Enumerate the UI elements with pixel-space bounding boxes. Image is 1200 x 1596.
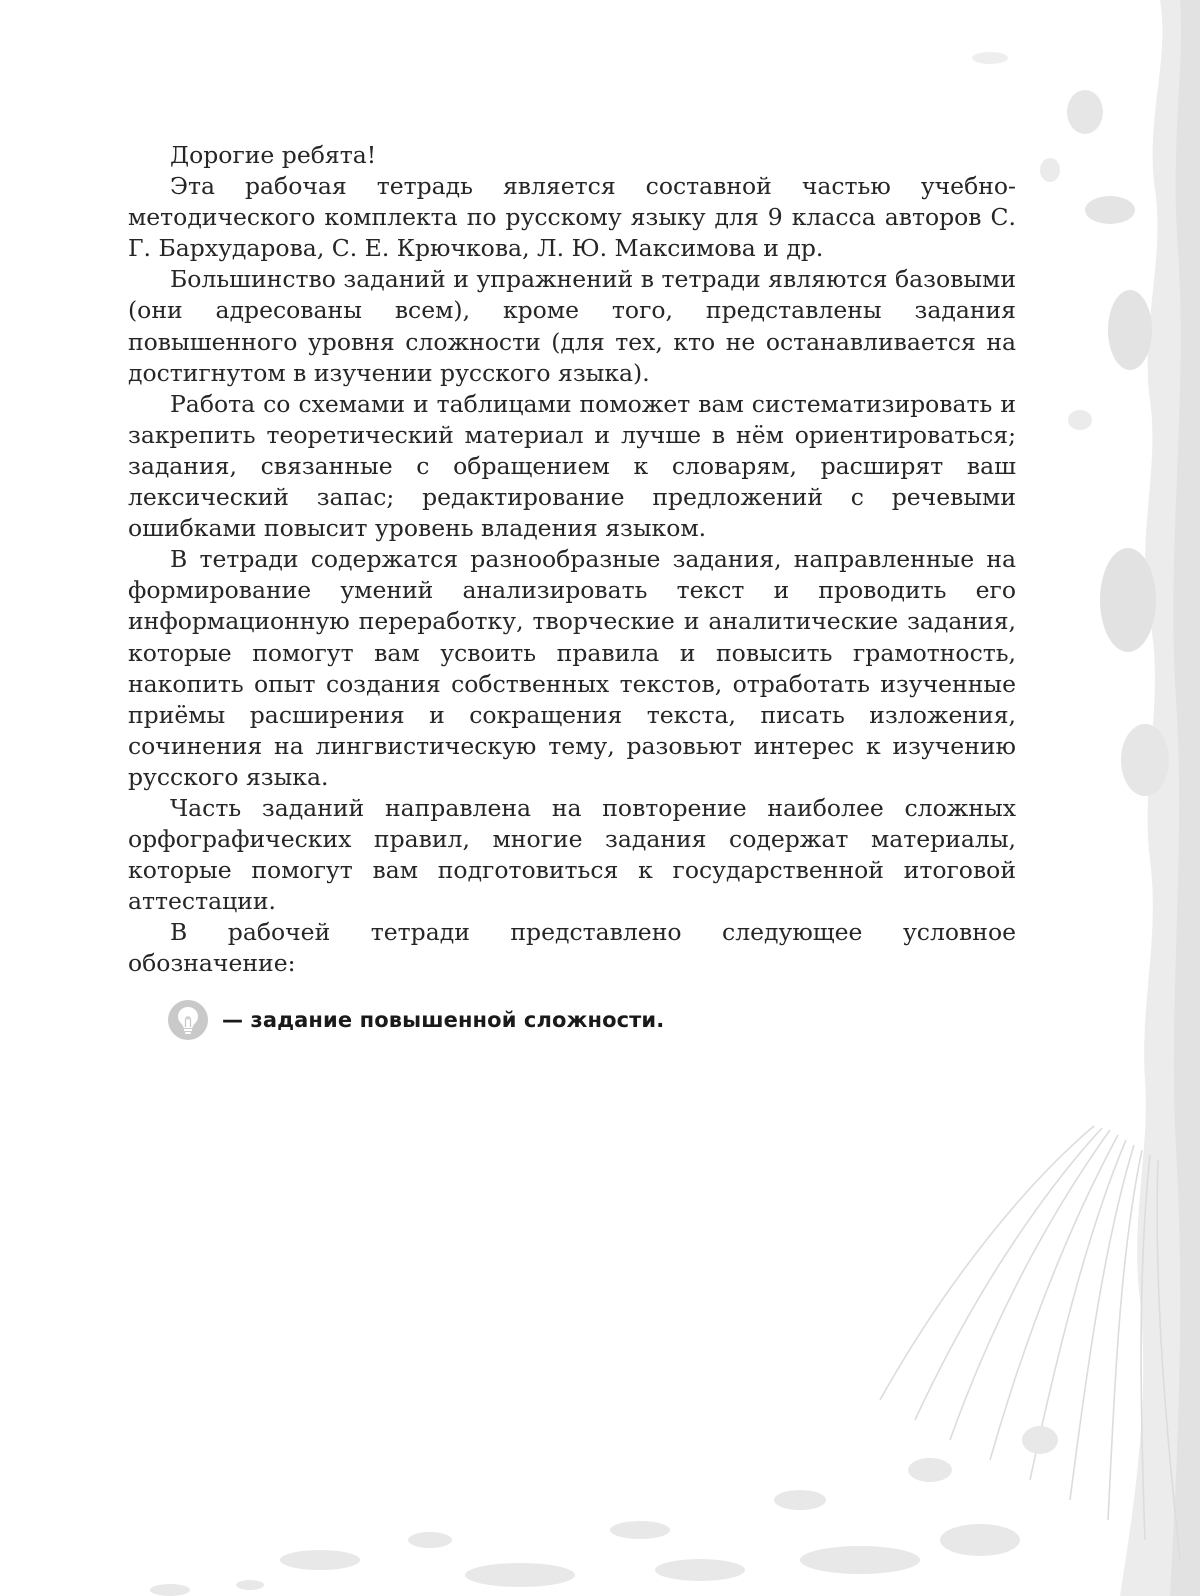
paragraph: Часть заданий направлена на повторение наиболее сложных орфографических правил, многие задания содержат материалы, которые помогут вам подготовиться к государственной итоговой аттестации.	[128, 793, 1016, 916]
paragraph: В тетради содержатся разнообразные задания, направленные на формирование умений анализировать текст и проводить его информационную переработку, творческие и аналитические задания, которые помогут вам усвоить правила и повысить грамотность, накопить опыт создания собственных текстов, отработать изученные приёмы расширения и сокращения текста, писать изложения, сочинения на лингвистическую тему, разовьют интерес к изучению русского языка.	[128, 545, 1016, 791]
legend	[168, 1000, 664, 1040]
paragraph: Большинство заданий и упражнений в тетради являются базовыми (они адресованы всем), кроме того, представлены задания повышенного уровня сложности (для тех, кто не останавливается на достигнутом в изучении русского языка).	[128, 265, 1016, 387]
greeting: Дорогие ребята!	[170, 141, 377, 169]
decor-blob	[1085, 196, 1135, 224]
decor-blob	[1040, 158, 1060, 182]
decor-blob	[1108, 290, 1152, 370]
decor-blob	[1068, 410, 1092, 430]
legend-text: — задание повышенной сложности.	[222, 1008, 665, 1032]
intro-text	[128, 140, 1016, 980]
paragraph: Работа со схемами и таблицами поможет вам систематизировать и закрепить теоретический материал и лучше в нём ориентироваться; задания, связанные с обращением к словарям, расширят ваш лексический запас; редактирование предложений с речевыми ошибками повысит уровень владения языком.	[128, 389, 1016, 543]
paragraph: Эта рабочая тетрадь является составной частью учебно-методического комплекта по русскому языку для 9 класса авторов С. Г. Бархударова, С. Е. Крючкова, Л. Ю. Максимова и др.	[128, 172, 1016, 263]
decor-blob	[1121, 724, 1169, 796]
bottom-splatter	[150, 1426, 1058, 1596]
paragraph: В рабочей тетради представлено следующее условное обозначение:	[128, 918, 1016, 978]
lightbulb-icon	[168, 1000, 208, 1040]
decor-blob	[1067, 90, 1103, 134]
decor-blob	[1100, 548, 1156, 652]
decor-blob	[972, 52, 1008, 64]
